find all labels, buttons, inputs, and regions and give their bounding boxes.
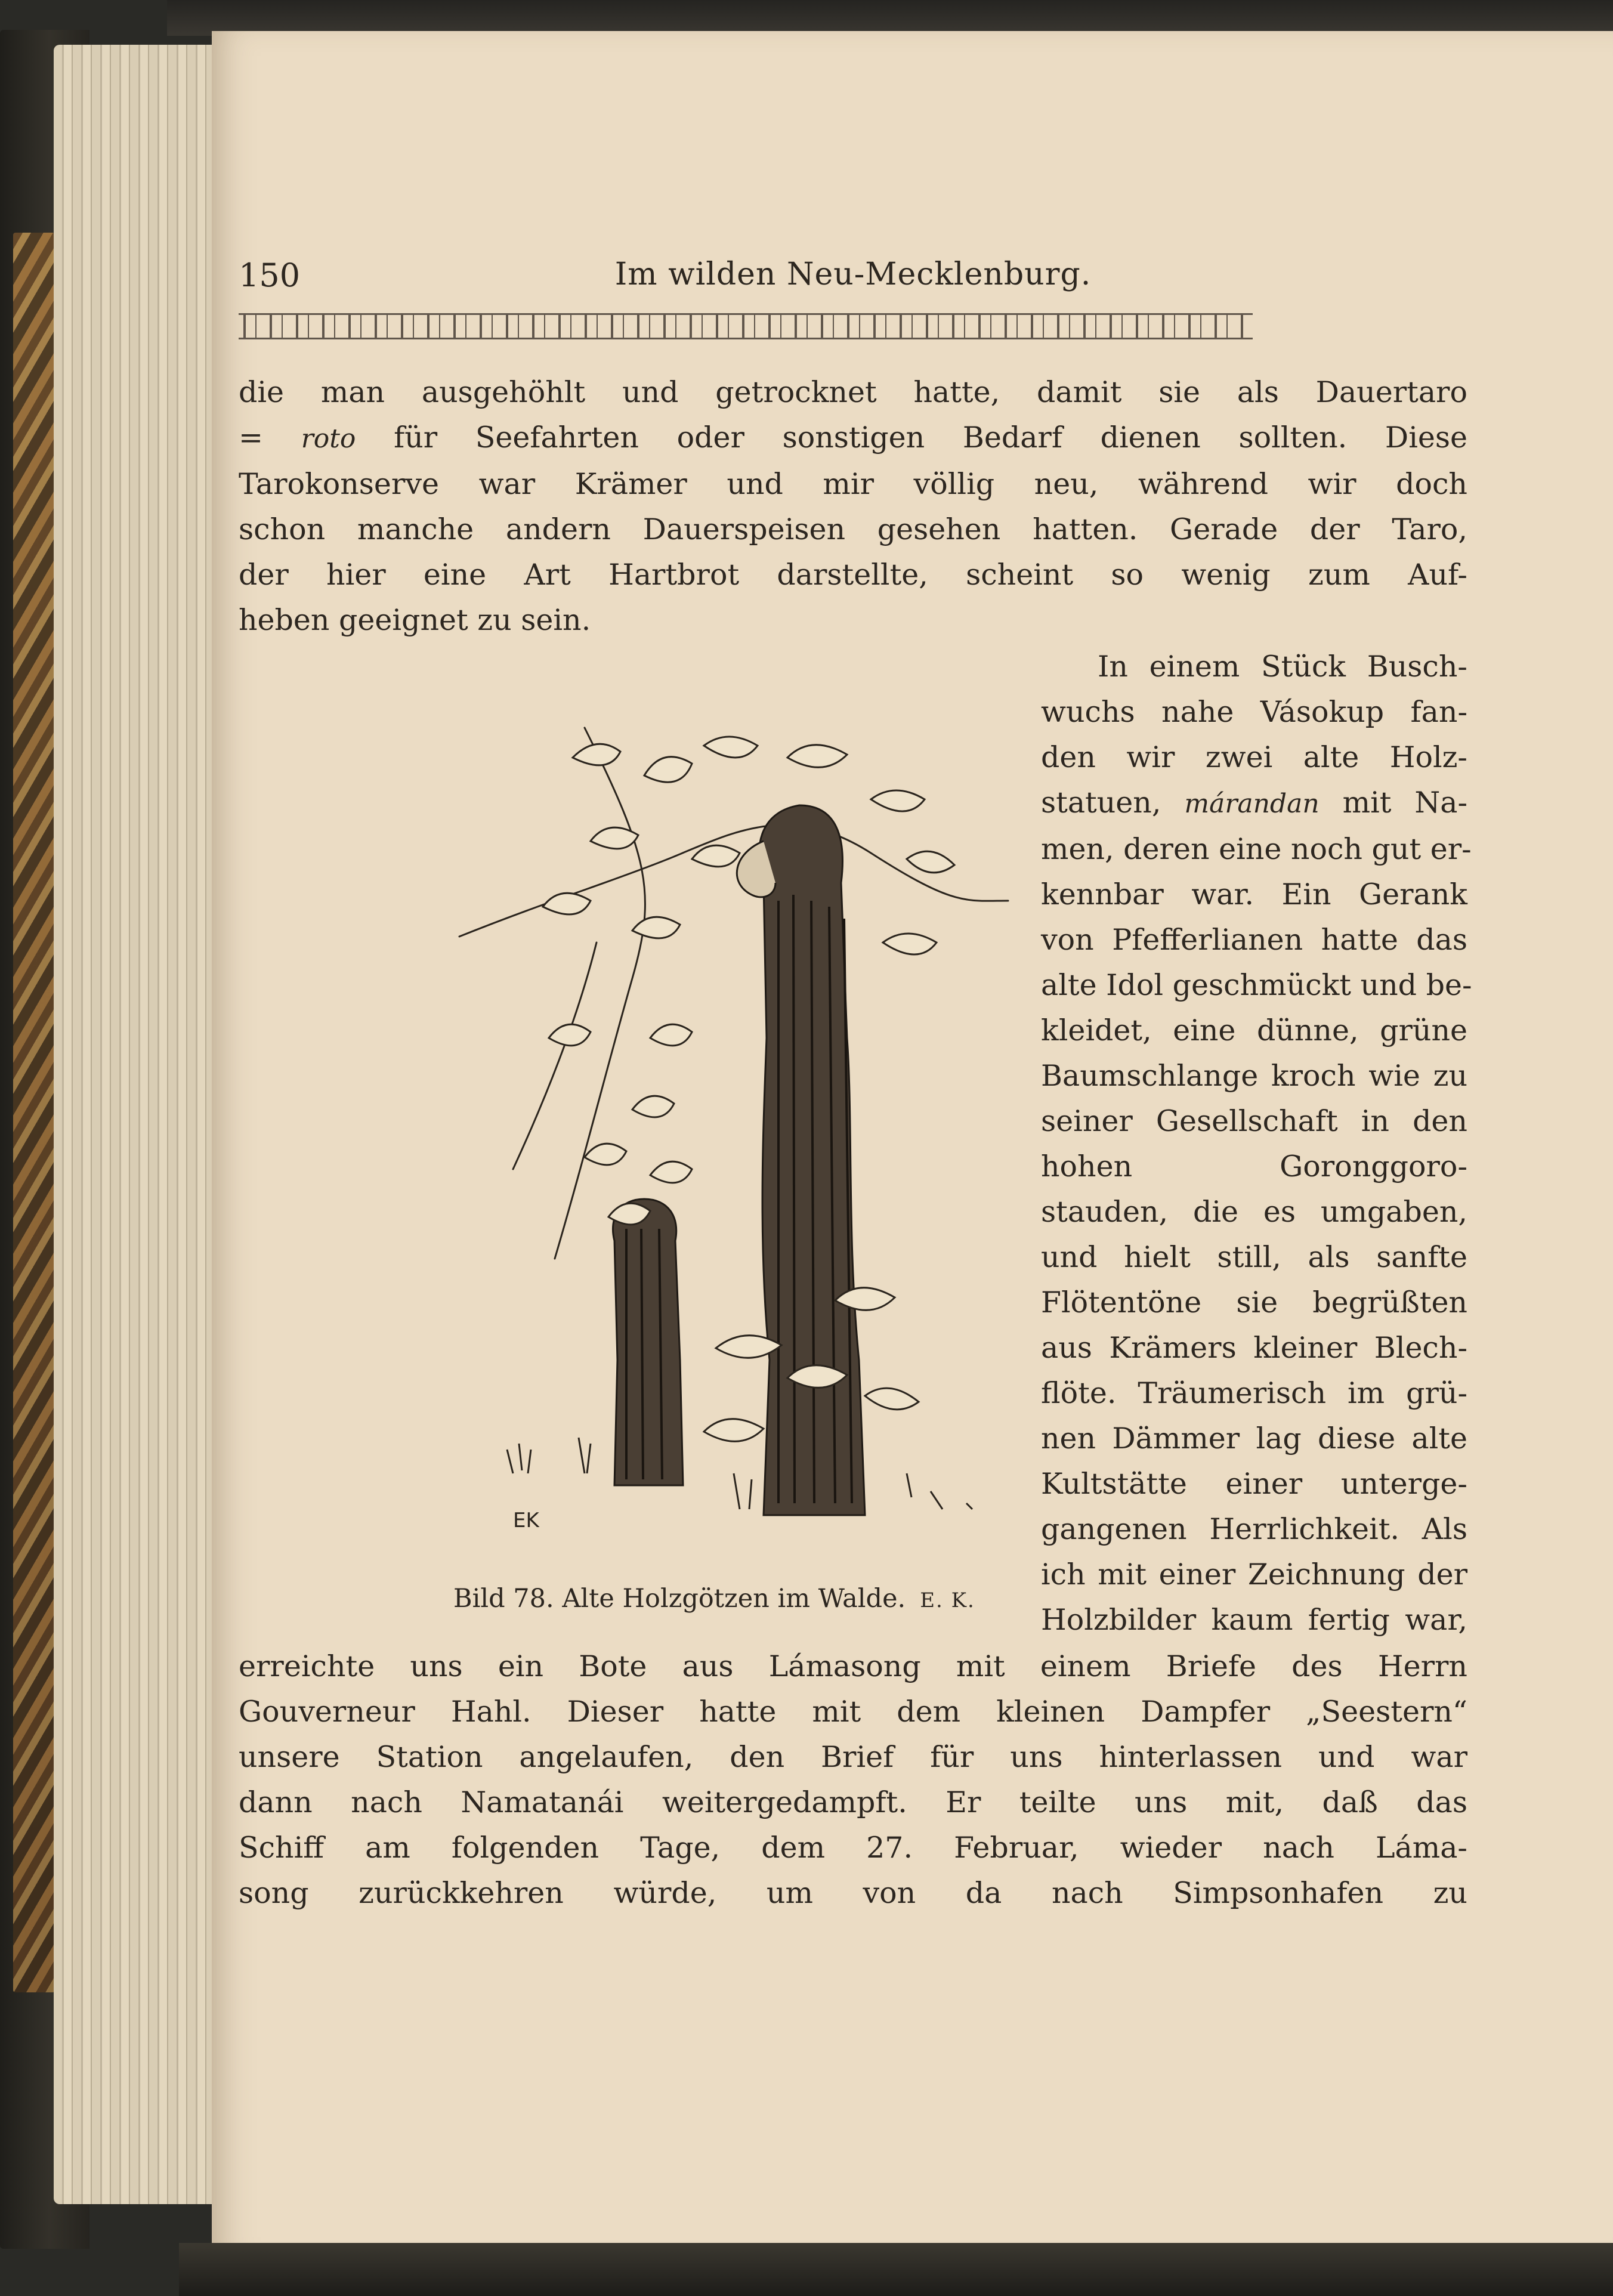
text-line: Kultstätte einer unterge- [1041, 1467, 1467, 1501]
text-line: der hier eine Art Hartbrot darstellte, scheint so wenig zum Auf- [239, 558, 1467, 592]
running-title: Im wilden Neu-Mecklenburg. [614, 257, 1092, 292]
text-line: = roto für Seefahrten oder sonstigen Bedarf dienen sollten. Diese [239, 421, 1468, 455]
text-line: Flötentöne sie begrüßten [1041, 1285, 1467, 1319]
caption-text: Bild 78. Alte Holzgötzen im Walde. [453, 1584, 906, 1614]
text-line: aus Krämers kleiner Blech- [1041, 1331, 1467, 1365]
running-header [239, 239, 1467, 292]
paragraph-right-column [1041, 644, 1472, 1643]
text-line: Tarokonserve war Krämer und mir völlig neu, während wir doch [239, 467, 1467, 501]
text-line: gangenen Herrlichkeit. Als [1041, 1512, 1467, 1546]
text-line: Holzbilder kaum fertig war, [1041, 1603, 1467, 1637]
tall-idol [737, 805, 865, 1515]
page-stack [54, 45, 227, 2204]
native-word: márandan [1184, 789, 1320, 819]
text-line: stauden, die es umgaben, [1041, 1195, 1467, 1229]
text-line: Gouverneur Hahl. Dieser hatte mit dem kleinen Dampfer „Seestern“ [239, 1695, 1467, 1729]
text-line: wuchs nahe Vásokup fan- [1041, 695, 1467, 729]
text-line: dann nach Namatanái weitergedampft. Er teilte uns mit, daß das [239, 1785, 1467, 1819]
paragraph-bottom [239, 1644, 1467, 1916]
figure-caption [453, 1584, 1026, 1614]
page-number: 150 [239, 257, 301, 294]
paragraph-top [239, 370, 1467, 643]
artist-signature: EK [513, 1509, 539, 1532]
text-line: In einem Stück Busch- [1098, 650, 1467, 684]
text-line: kennbar war. Ein Gerank [1041, 877, 1467, 911]
text-line: und hielt still, als sanfte [1041, 1240, 1467, 1274]
book-bottom-edge [179, 2243, 1613, 2296]
text-line: flöte. Träumerisch im grü- [1041, 1376, 1467, 1410]
figure-illustration [453, 704, 1014, 1563]
marbled-page-edge [13, 233, 55, 1992]
book-top-edge [167, 0, 1613, 36]
text-line: heben geeignet zu sein. [239, 603, 591, 637]
text-line: statuen, márandan mit Na- [1041, 786, 1468, 820]
text-line: seiner Gesellschaft in den [1041, 1104, 1467, 1138]
text-line: von Pfefferlianen hatte das [1041, 923, 1467, 957]
text-line: kleidet, eine dünne, grüne [1041, 1013, 1467, 1047]
text-line: men, deren eine noch gut er- [1041, 832, 1472, 866]
text-line: den wir zwei alte Holz- [1041, 740, 1467, 774]
caption-initials: E. K. [920, 1589, 975, 1612]
text-line: unsere Station angelaufen, den Brief für uns hinterlassen und war [239, 1740, 1467, 1774]
native-word: roto [301, 424, 356, 454]
text-line: song zurückkehren würde, um von da nach Simpsonhafen zu [239, 1876, 1467, 1910]
text-line: alte Idol geschmückt und be- [1041, 968, 1472, 1002]
text-line: nen Dämmer lag diese alte [1041, 1422, 1467, 1456]
wooden-idols-drawing [453, 704, 1014, 1563]
text-line: ich mit einer Zeichnung der [1041, 1558, 1467, 1592]
text-line: schon manche andern Dauerspeisen gesehen hatten. Gerade der Taro, [239, 512, 1467, 546]
text-line: Baumschlange kroch wie zu [1041, 1059, 1467, 1093]
text-line: hohen Goronggoro- [1041, 1149, 1467, 1183]
ornament-band [239, 313, 1253, 339]
short-idol [613, 1199, 683, 1485]
text-line: erreichte uns ein Bote aus Lámasong mit einem Briefe des Herrn [239, 1649, 1467, 1683]
text-line: Schiff am folgenden Tage, dem 27. Februar, wieder nach Láma- [239, 1831, 1467, 1865]
text-line: die man ausgehöhlt und getrocknet hatte, damit sie als Dauertaro [239, 375, 1467, 409]
